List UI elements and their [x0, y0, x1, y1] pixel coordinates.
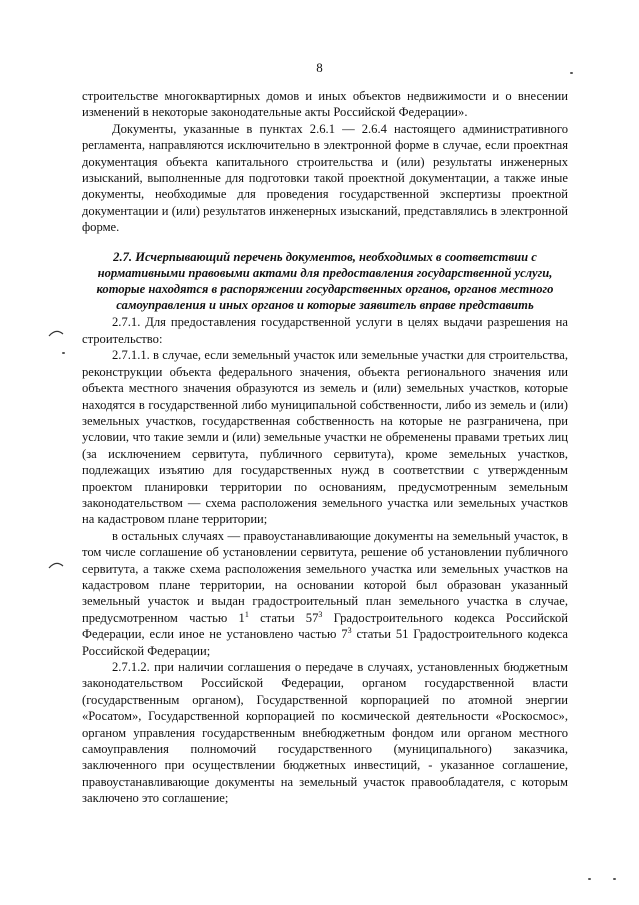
paragraph: 2.7.1. Для предоставления государственной услуги в целях выдачи разрешения на строительство:: [82, 315, 568, 346]
page-number: 8: [316, 60, 323, 75]
paragraph-text: статьи 57: [248, 610, 319, 625]
paragraph-text: Градостроительного кодекса Российской Федерации, если иное не установлено частью 7: [82, 610, 568, 642]
margin-mark: [48, 560, 64, 570]
section-heading: 2.7. Исчерпывающий перечень документов, необходимых в соответствии с нормативными правовыми актами для предоставления государственной услуги, которые находятся в распоряжении государственных органов, органов местного самоуправления и иных органов и которые заявитель вправе представить: [96, 249, 554, 313]
document-body: [82, 88, 568, 807]
superscript: 1: [244, 609, 249, 619]
scan-speck: [613, 878, 616, 880]
paragraph: 2.7.1.2. при наличии соглашения о передаче в случаях, установленных бюджетным законодательством Российской Федерации, органом государственной власти (государственным органом), Государственной корпорацией по атомной энергии «Росатом», Государственной корпорацией по космической деятельности «Роскосмос», органом управления государственным внебюджетным фондом или органом местного самоуправления полномочий государственного (муниципального) заказчика, заключенного при осуществлении бюджетных инвестиций, - указанное соглашение, правоустанавливающие документы на земельный участок правообладателя, с которым заключено это соглашение;: [82, 660, 568, 806]
paragraph: строительстве многоквартирных домов и иных объектов недвижимости и о внесении изменений в некоторые законодательные акты Российской Федерации».: [82, 89, 568, 120]
paragraph-text: статьи 51 Градостроительного кодекса Российской Федерации;: [82, 627, 568, 658]
scan-speck: [570, 72, 573, 74]
superscript: 3: [318, 609, 323, 619]
superscript: 3: [347, 626, 352, 635]
scan-speck: [62, 352, 65, 354]
paragraph: 2.7.1.1. в случае, если земельный участок или земельные участки для строительства, реконструкции объекта федерального значения, объекта регионального значения или объекта местного значения образуются из земель и (или) земельных участков, которые находятся в государственной либо муниципальной собственности, либо из земель и (или) земельных участков, государственная собственность на которые не разграничена, при условии, что такие земли и (или) земельные участки не обременены правами третьих лиц (за исключением сервитута, публичного сервитута), кроме земельных участков, подлежащих изъятию для государственных нужд в соответствии с утвержденным проектом планировки территории по основаниям, предусмотренным земельным законодательством — схема расположения земельного участка или земельных участков на кадастровом плане территории;: [82, 348, 568, 527]
margin-mark: [48, 328, 64, 338]
paragraph: Документы, указанные в пунктах 2.6.1 — 2.6.4 настоящего административного регламента, направляются исключительно в электронной форме в случае, если проектная документация объекта капитального строительства и (или) результаты инженерных изысканий, выполненные для подготовки такой проектной документации, а также иные документы, необходимые для проведения государственной экспертизы проектной документации и (или) результатов инженерных изысканий, представлялись в электронной форме.: [82, 121, 568, 235]
paragraph: [82, 528, 568, 659]
scan-speck: [588, 878, 591, 880]
paragraph-text: в остальных случаях — правоустанавливающие документы на земельный участок, в том числе соглашение об установлении сервитута, решение об установлении публичного сервитута, а также схема расположения земельного участка или земельных участков на кадастровом плане территории, на основании которой был образован указанный земельный участок и выдан градостроительный план земельного участка в случае, предусмотренном частью 1: [82, 528, 568, 625]
